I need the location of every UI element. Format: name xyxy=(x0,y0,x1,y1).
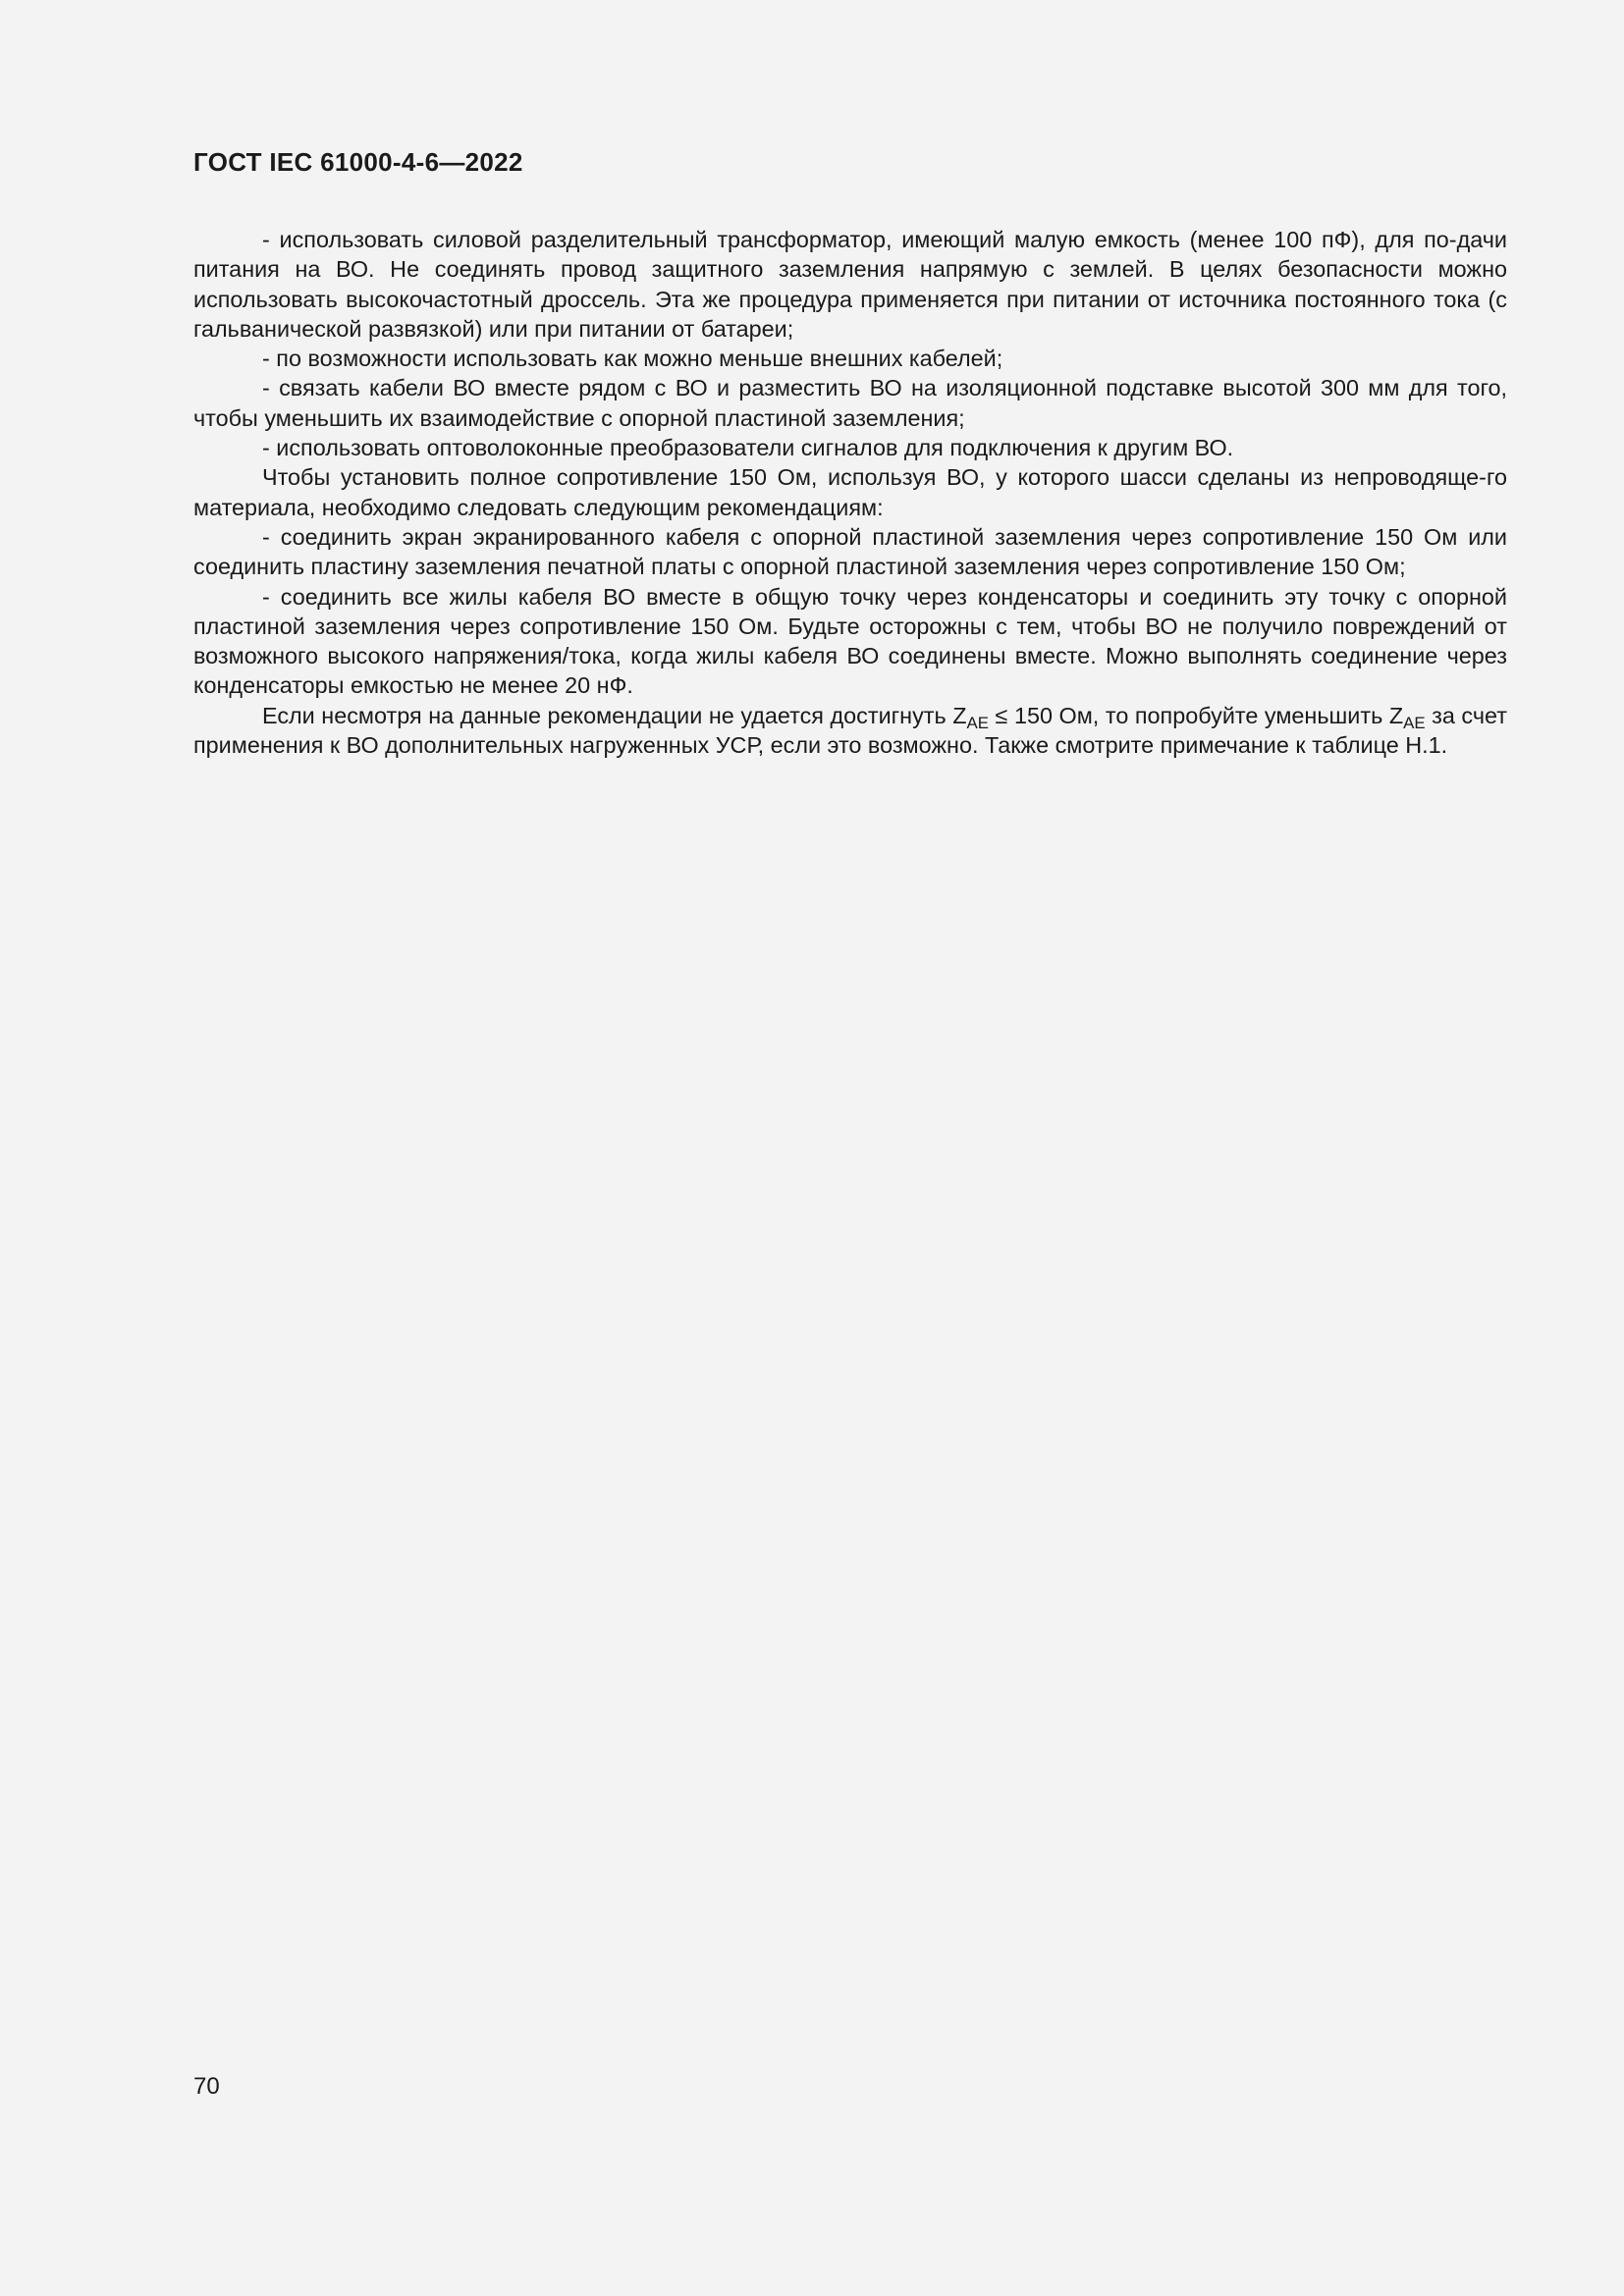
text-segment: Если несмотря на данные рекомендации не удается достигнуть Z xyxy=(262,702,967,728)
subscript-ae: AE xyxy=(1403,713,1426,732)
paragraph-transformer: - использовать силовой разделительный трансформатор, имеющий малую емкость (менее 100 пФ), для по-дачи питания на ВО. Не соединять провод защитного заземления напрямую с землей. В целях безопасности можно использовать высокочастотный дроссель. Эта же процедура применяется при питании от источника постоянного тока (с гальванической развязкой) или при питании от батареи; xyxy=(193,227,1507,342)
paragraph-impedance-intro: Чтобы установить полное сопротивление 150 Ом, используя ВО, у которого шасси сделаны из непроводяще-го материала, необходимо следовать следующим рекомендациям: xyxy=(193,464,1507,520)
subscript-ae: AE xyxy=(966,713,989,732)
paragraph-reduce-zae xyxy=(193,701,1507,761)
text-segment: ≤ 150 Ом, то попробуйте уменьшить Z xyxy=(988,702,1404,728)
paragraph-fiber-optic: - использовать оптоволоконные преобразователи сигналов для подключения к другим ВО. xyxy=(262,435,1234,461)
text-segment: за счет применения к ВО дополнительных нагруженных УСР, если это возможно. Также смотрите примечание к таблице H.1. xyxy=(193,702,1507,759)
paragraph-bundle-cables: - связать кабели ВО вместе рядом с ВО и разместить ВО на изоляционной подставке высотой 300 мм для того, чтобы уменьшить их взаимодействие с опорной пластиной заземления; xyxy=(193,375,1507,431)
paragraph-fewer-cables: - по возможности использовать как можно меньше внешних кабелей; xyxy=(262,346,1003,372)
paragraph-connect-shield: - соединить экран экранированного кабеля с опорной пластиной заземления через сопротивление 150 Ом или соединить пластину заземления печатной платы с опорной пластиной заземления через сопротивление 150 Ом; xyxy=(193,523,1507,580)
paragraph-connect-wires: - соединить все жилы кабеля ВО вместе в общую точку через конденсаторы и соединить эту точку с опорной пластиной заземления через сопротивление 150 Ом. Будьте осторожны с тем, чтобы ВО не получило повреждений от возможного высокого напряжения/тока, когда жилы кабеля ВО соединены вместе. Можно выполнять соединение через конденсаторы емкостью не менее 20 нФ. xyxy=(193,583,1507,699)
document-header: ГОСТ IEC 61000-4-6—2022 xyxy=(193,147,523,177)
page-number: 70 xyxy=(193,2073,220,2100)
body-text xyxy=(193,225,1507,760)
